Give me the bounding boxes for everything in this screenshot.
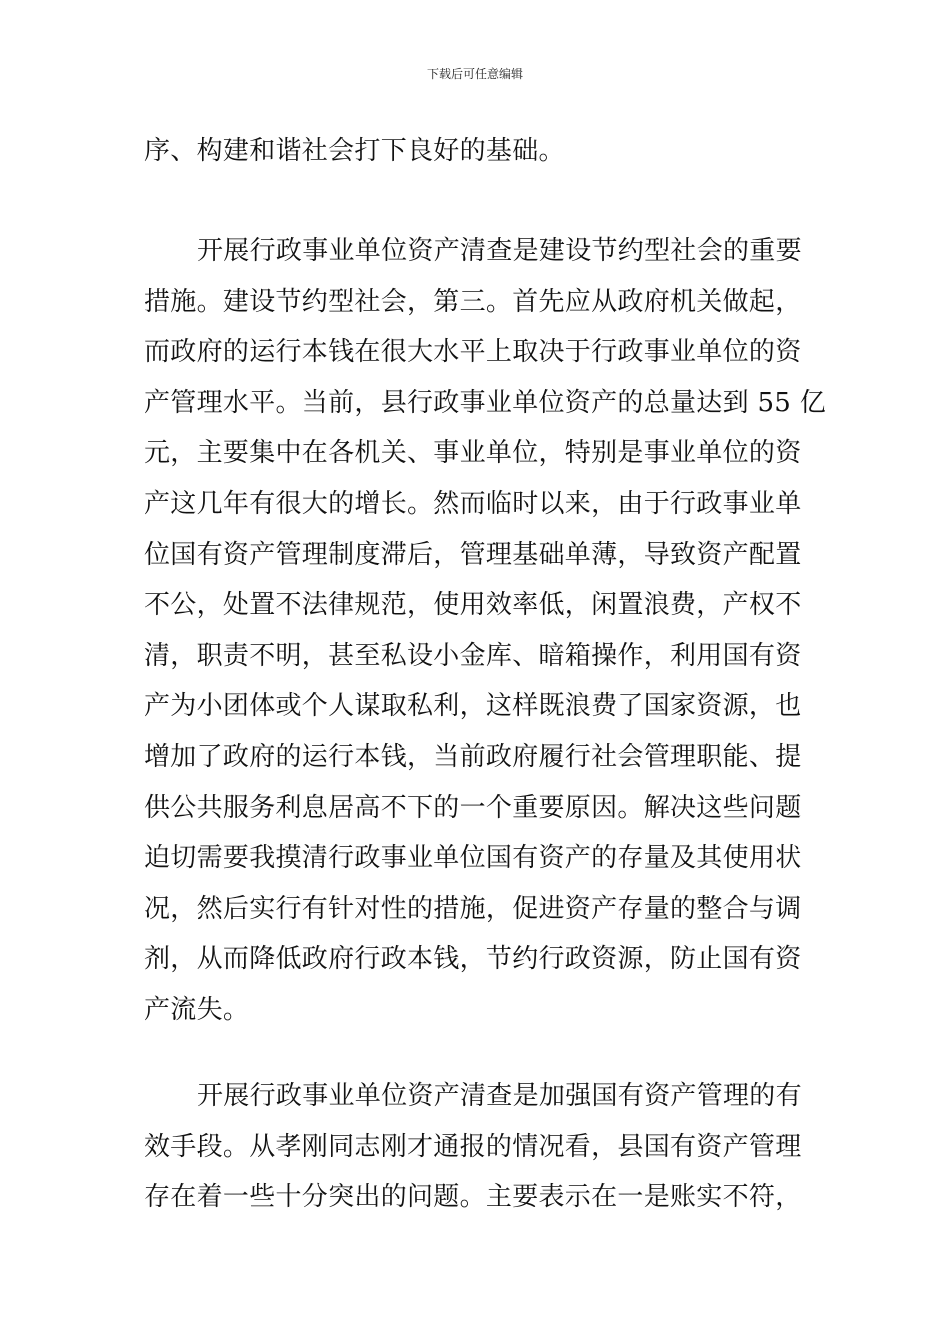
- text-line: 序、构建和谐社会打下良好的基础。: [144, 136, 565, 166]
- text-line: 产这几年有很大的增长。然而临时以来，由于行政事业单: [144, 488, 802, 519]
- text-line: 况，然后实行有针对性的措施，促进资产存量的整合与调: [144, 893, 802, 924]
- text-line: 而政府的运行本钱在很大水平上取决于行政事业单位的资: [144, 337, 802, 368]
- text-line: 不公，处置不法律规范，使用效率低，闲置浪费，产权不: [144, 590, 802, 621]
- page-header: [0, 66, 950, 82]
- text-line: 开展行政事业单位资产清查是加强国有资产管理的有: [197, 1081, 802, 1111]
- paragraph-continuation: [144, 126, 809, 177]
- header-text: 下载后可任意编辑: [426, 67, 523, 81]
- text-line: 产流失。: [144, 994, 250, 1025]
- text-line: 开展行政事业单位资产清查是建设节约型社会的重要: [197, 236, 802, 266]
- text-line: 供公共服务利息居高不下的一个重要原因。解决这些问题: [144, 792, 802, 823]
- text-line: 位国有资产管理制度滞后，管理基础单薄，导致资产配置: [144, 539, 802, 570]
- text-line: 产为小团体或个人谋取私利，这样既浪费了国家资源，也: [144, 691, 802, 722]
- paragraph-asset-management-means: [144, 1071, 809, 1223]
- text-line: 元，主要集中在各机关、事业单位，特别是事业单位的资: [144, 438, 802, 469]
- text-line: 产管理水平。当前，县行政事业单位资产的总量达到 55 亿: [144, 387, 827, 418]
- text-line: 措施。建设节约型社会，第三。首先应从政府机关做起，: [144, 286, 802, 317]
- text-line: 增加了政府的运行本钱，当前政府履行社会管理职能、提: [144, 741, 802, 772]
- text-line: 清，职责不明，甚至私设小金库、暗箱操作，利用国有资: [144, 640, 802, 671]
- text-line: 效手段。从孝刚同志刚才通报的情况看，县国有资产管理: [144, 1131, 802, 1162]
- text-line: 迫切需要我摸清行政事业单位国有资产的存量及其使用状: [144, 843, 802, 874]
- paragraph-asset-inventory-measure: [144, 226, 827, 1036]
- text-line: 存在着一些十分突出的问题。主要表示在一是账实不符，: [144, 1182, 802, 1213]
- text-line: 剂，从而降低政府行政本钱，节约行政资源，防止国有资: [144, 944, 802, 975]
